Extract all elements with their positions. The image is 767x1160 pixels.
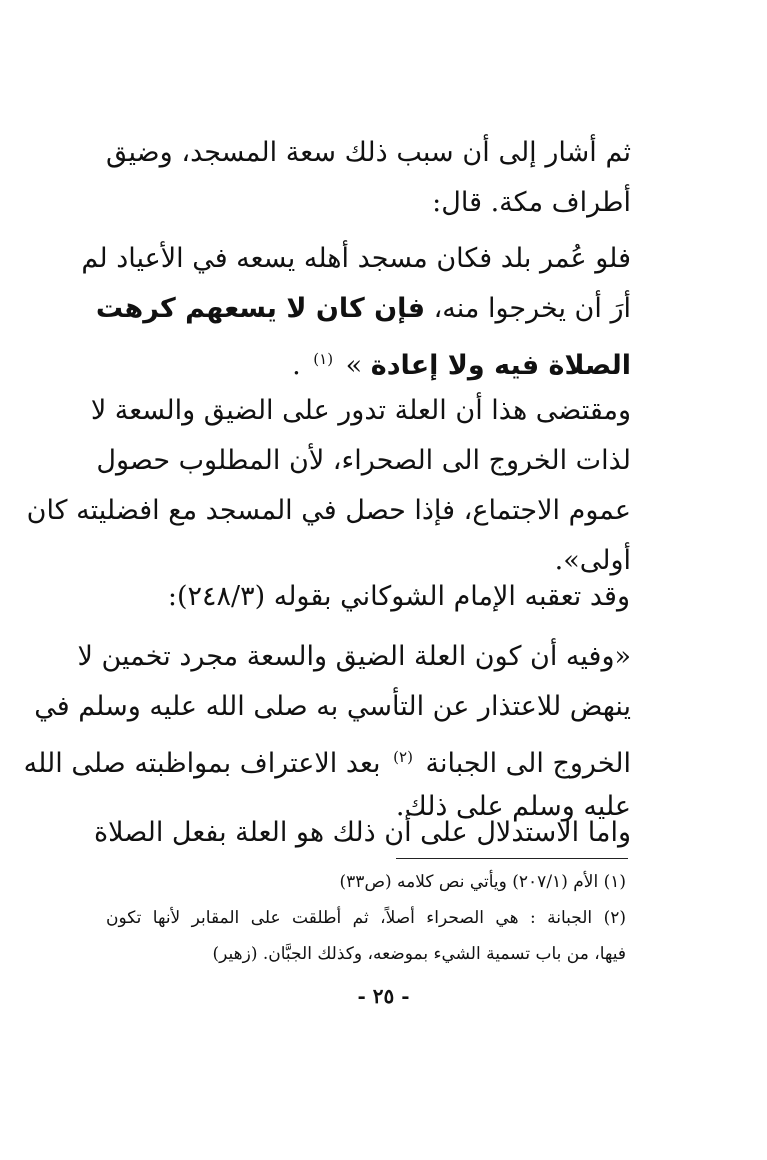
text-segment: أرَ أن يخرجوا منه،: [433, 293, 631, 324]
paragraph-3: [26, 386, 631, 586]
text-line: «وفيه أن كون العلة الضيق والسعة مجرد تخمين لا: [77, 641, 631, 672]
paragraph-2: [81, 234, 631, 384]
text-segment: الخروج الى الجبانة: [425, 748, 631, 779]
footnote-divider: [396, 858, 628, 859]
paragraph-6: [93, 808, 631, 858]
text-line: [23, 732, 631, 782]
footnote-marker-2: (٢): [393, 748, 413, 766]
bold-text: فإن كان لا يسعهم كرهت: [95, 293, 425, 324]
text-line: عليه وسلم على ذلك.: [395, 791, 631, 822]
footnote-2: (٢) الجبانة : هي الصحراء أصلاً، ثم أطلقت على المقابر لأنها تكون: [106, 908, 626, 928]
text-line: ومقتضى هذا أن العلة تدور على الضيق والسعة لا: [90, 395, 631, 426]
text-line: لذات الخروج الى الصحراء، لأن المطلوب حصول: [96, 445, 631, 476]
text-line: ثم أشار إلى أن سبب ذلك سعة المسجد، وضيق: [106, 137, 631, 168]
text-segment: بعد الاعتراف بمواظبته صلى الله: [23, 748, 381, 779]
footnote-marker-1: (١): [313, 350, 334, 368]
paragraph-1: [106, 128, 631, 228]
footnote-1: (١) الأم (٢٠٧/١) ويأتي نص كلامه (ص٣٣): [339, 872, 626, 892]
bold-text: الصلاة فيه ولا إعادة: [370, 350, 631, 381]
footnotes: [106, 864, 626, 972]
text-segment: .: [292, 350, 301, 381]
footnote-2-continued: فيها، من باب تسمية الشيء بموضعه، وكذلك الجبَّان. (زهير): [212, 944, 626, 964]
text-line: [95, 284, 631, 334]
text-line: واما الاستدلال على أن ذلك هو العلة بفعل الصلاة: [93, 817, 631, 848]
closing-quote: »: [345, 350, 363, 381]
text-line: وقد تعقبه الإمام الشوكاني بقوله (٢٤٨/٣):: [167, 581, 630, 612]
text-line: أطراف مكة. قال:: [432, 187, 631, 218]
text-line: ينهض للاعتذار عن التأسي به صلى الله عليه وسلم في: [34, 691, 631, 722]
text-line: عموم الاجتماع، فإذا حصل في المسجد مع افضليته كان: [26, 495, 631, 526]
paragraph-4: [160, 572, 630, 622]
page-number: - ٢٥ -: [357, 984, 410, 1008]
text-line: فلو عُمر بلد فكان مسجد أهله يسعه في الأعياد لم: [81, 243, 631, 274]
text-line: [106, 334, 631, 384]
text-line: أولى».: [554, 545, 631, 576]
paragraph-5: [23, 632, 631, 832]
